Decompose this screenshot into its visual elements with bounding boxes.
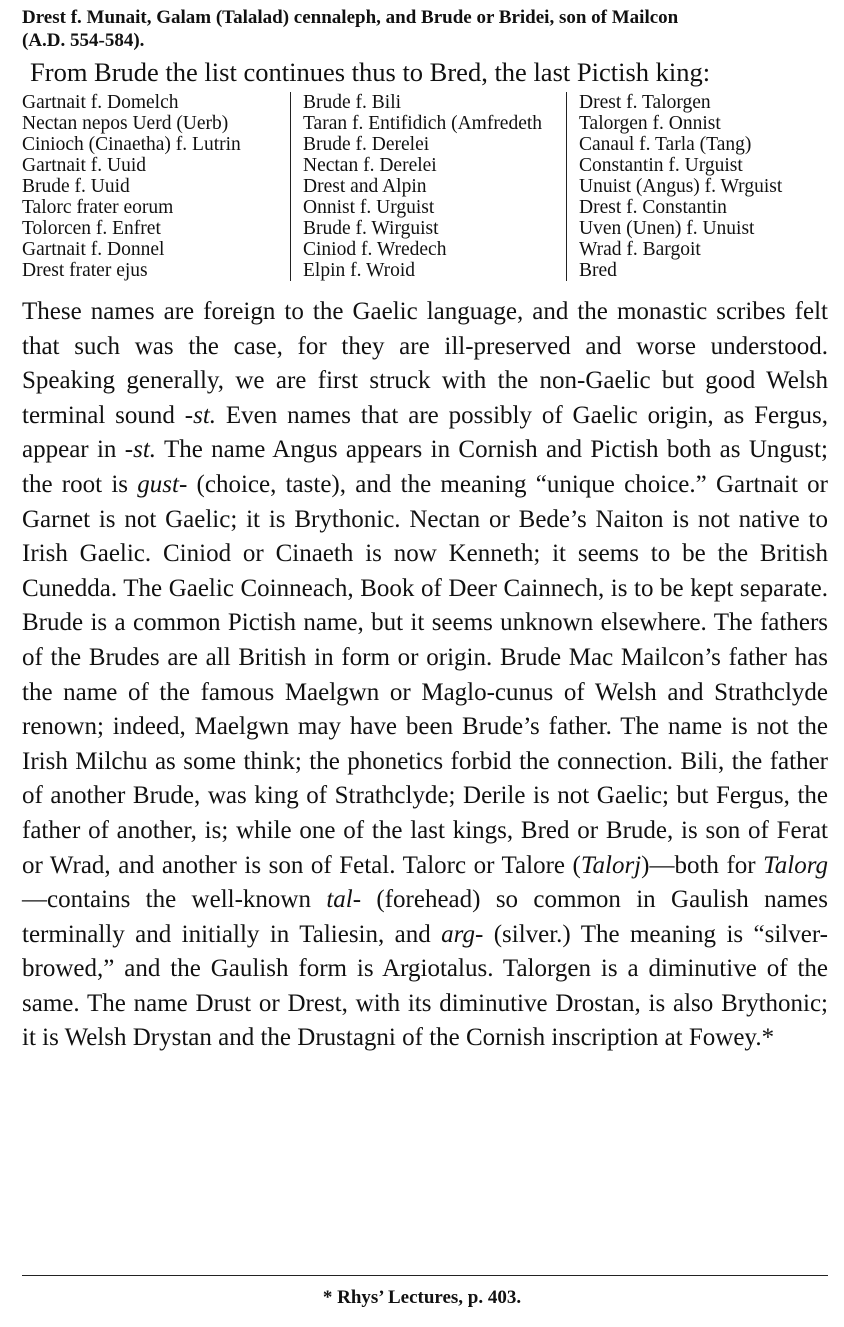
king-entry: Onnist f. Urguist: [303, 197, 435, 218]
body-text-run: Even names that are possibly of Gaelic origin, as Fergus, appear in: [22, 401, 829, 464]
king-entry: Talorc frater eorum: [22, 197, 174, 218]
king-entry: Gartnait f. Uuid: [22, 155, 147, 176]
king-entry: Brude f. Derelei: [303, 134, 430, 155]
king-entry: Ciniod f. Wredech: [303, 239, 447, 260]
header-line-2: (A.D. 554-584).: [22, 30, 145, 51]
king-entry: Drest f. Talorgen: [579, 92, 711, 113]
king-entry: Constantin f. Urguist: [579, 155, 743, 176]
body-text-run: (forehead) so common in Gaulish names terminally and initially in Taliesin, and: [22, 886, 829, 948]
king-entry: Cinioch (Cinaetha) f. Lutrin: [22, 134, 241, 155]
italic-term: gust-: [137, 470, 188, 498]
italic-term: -st.: [184, 401, 217, 429]
king-entry: Bred: [579, 260, 617, 281]
footnote-rule: [22, 1275, 828, 1276]
king-list-column-2: [290, 92, 566, 281]
king-entry: Tolorcen f. Enfret: [22, 218, 161, 239]
body-text-run: )—both for: [641, 851, 764, 879]
king-entry: Unuist (Angus) f. Wrguist: [579, 176, 783, 197]
italic-term: -st.: [124, 436, 157, 464]
body-text-run: The name Angus appears in Cornish and Pictish both as Ungust; the root is: [22, 436, 829, 498]
king-entry: Drest frater ejus: [22, 260, 148, 281]
king-entry: Talorgen f. Onnist: [579, 113, 721, 134]
body-text-run: These names are foreign to the Gaelic language, and the monastic scribes felt that such was the case, for they are ill-preserved and worse understood. Speaking generally, we are first struck with the non-Gaelic but good Welsh terminal sound: [22, 298, 828, 429]
king-entry: Uven (Unen) f. Unuist: [579, 218, 755, 239]
king-entry: Drest f. Constantin: [579, 197, 727, 218]
king-entry: Nectan nepos Uerd (Uerb): [22, 113, 229, 134]
king-entry: Brude f. Bili: [303, 92, 402, 113]
body-text-run: (choice, taste), and the meaning “unique choice.” Gartnait or Garnet is not Gaelic; it is Brythonic. Nectan or Bede’s Naiton is not native to Irish Gaelic. Ciniod or Cinaeth is now Kenneth; it seems to be the British Cunedda. The Gaelic Coinneach, Book of Deer Cainnech, is to be kept separate. Brude is a common Pictish name, but it seems unknown elsewhere. The fathers of the Brudes are all British in form or origin. Brude Mac Mailcon’s father has the name of the famous Maelgwn or Maglo-cunus of Welsh and Strathclyde renown; indeed, Maelgwn may have been Brude’s father. The name is not the Irish Milchu as some think; the phonetics forbid the connection. Bili, the father of another Brude, was king of Strathclyde; Derile is not Gaelic; but Fergus, the father of another, is; while one of the last kings, Bred or Brude, is son of Ferat or Wrad, and another is son of Fetal. Talorc or Talore (: [22, 470, 828, 879]
footnote: * Rhys’ Lectures, p. 403.: [322, 1287, 522, 1308]
king-entry: Elpin f. Wroid: [303, 260, 416, 281]
king-entry: Gartnait f. Donnel: [22, 239, 165, 260]
king-entry: Wrad f. Bargoit: [579, 239, 701, 260]
body-paragraph: [22, 295, 828, 1056]
king-entry: Brude f. Wirguist: [303, 218, 439, 239]
italic-term: arg-: [441, 920, 484, 948]
body-text-run: (silver.) The meaning is “silver-browed,” and the Gaulish form is Argiotalus. Talorgen is a diminutive of the same. The name Drust or Drest, with its diminutive Drostan, is also Brythonic; it is Welsh Drystan and the Drustagni of the Cornish inscription at Fowey.*: [22, 920, 828, 1052]
italic-term: Talorj: [580, 851, 642, 879]
king-list: [22, 92, 828, 281]
body-text-run: —contains the well-known: [22, 886, 327, 914]
king-entry: Taran f. Entifidich (Amfredeth: [303, 113, 543, 134]
intro-sentence: From Brude the list continues thus to Bred, the last Pictish king:: [30, 57, 711, 87]
king-list-column-1: [22, 92, 290, 281]
header-line-1: Drest f. Munait, Galam (Talalad) cennaleph, and Brude or Bridei, son of Mailcon: [22, 7, 679, 28]
king-list-column-3: [566, 92, 828, 281]
king-entry: Gartnait f. Domelch: [22, 92, 179, 113]
king-entry: Nectan f. Derelei: [303, 155, 437, 176]
italic-term: Talorg: [763, 851, 828, 879]
king-entry: Brude f. Uuid: [22, 176, 130, 197]
king-entry: Canaul f. Tarla (Tang): [579, 134, 752, 155]
king-entry: Drest and Alpin: [303, 176, 427, 197]
italic-term: tal-: [326, 886, 362, 914]
page-content: [22, 6, 828, 1056]
